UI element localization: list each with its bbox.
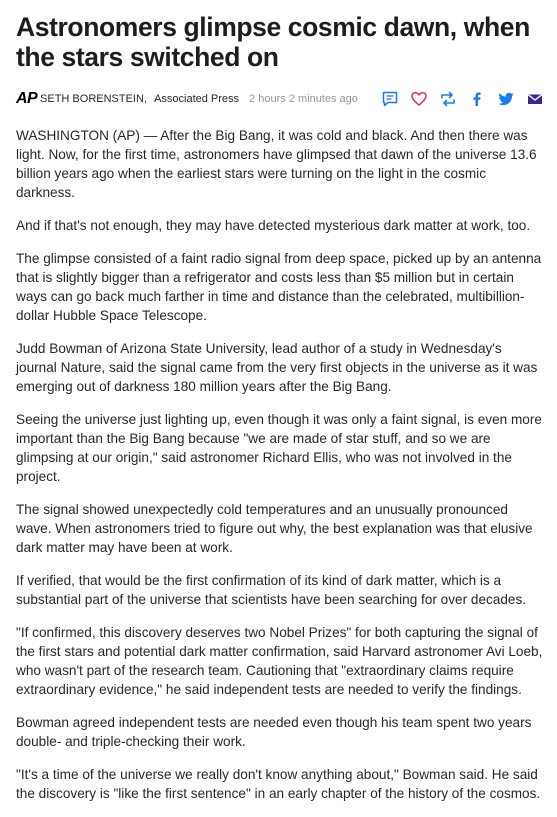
share-bar <box>372 88 546 110</box>
author-name[interactable]: SETH BORENSTEIN, <box>40 93 147 105</box>
provider-name[interactable]: Associated Press <box>154 93 240 105</box>
ap-logo[interactable]: AP <box>16 90 38 107</box>
article-headline: Astronomers glimpse cosmic dawn, when the stars switched on <box>16 12 530 72</box>
article-paragraph: "It's a time of the universe we really don't know anything about," Bowman said. He said the discovery is "like the first sentence" in an early chapter of the history of the cosmos. <box>16 767 541 801</box>
article-paragraph: "If confirmed, this discovery deserves two Nobel Prizes" for both capturing the signal of the first stars and potential dark matter confirmation, said Harvard astronomer Avi Loeb, who wasn't part of the research team. Cautioning that "extraordinary claims require extraordinary evidence," he said independent tests are needed to verify the findings. <box>16 625 543 697</box>
article-container <box>16 0 546 817</box>
retweet-icon[interactable] <box>437 88 459 110</box>
article-byline <box>16 86 546 112</box>
article-paragraph: And if that's not enough, they may have detected mysterious dark matter at work, too. <box>16 218 531 233</box>
article-paragraph: The glimpse consisted of a faint radio signal from deep space, picked up by an antenna that is slightly bigger than a refrigerator and costs less than $5 million but in certain ways can go back much farther in time and distance than the celebrated, multibillion-dollar Hubble Space Telescope. <box>16 251 542 323</box>
article-paragraph: Judd Bowman of Arizona State University, lead author of a study in Wednesday's journal Nature, said the signal came from the very first objects in the universe as it was emerging out of darkness 180 million years after the Big Bang. <box>16 341 538 394</box>
article-body <box>16 126 546 803</box>
publish-timestamp: 2 hours 2 minutes ago <box>249 93 358 105</box>
heart-icon[interactable] <box>408 88 430 110</box>
mail-icon[interactable] <box>524 88 546 110</box>
twitter-icon[interactable] <box>495 88 517 110</box>
article-paragraph: Bowman agreed independent tests are needed even though his team spent two years double- and triple-checking their work. <box>16 715 532 749</box>
article-paragraph: The signal showed unexpectedly cold temperatures and an unusually pronounced wave. When astronomers tried to figure out why, the best explanation was that elusive dark matter may have been at work. <box>16 502 533 555</box>
facebook-icon[interactable] <box>466 88 488 110</box>
article-paragraph: Seeing the universe just lighting up, even though it was only a faint signal, is even more important than the Big Bang because "we are made of star stuff, and so we are glimpsing at our origin," said astronomer Richard Ellis, who was not involved in the project. <box>16 412 542 484</box>
article-paragraph: WASHINGTON (AP) — After the Big Bang, it was cold and black. And then there was light. Now, for the first time, astronomers have glimpsed that dawn of the universe 13.6 billion years ago when the earliest stars were turning on the light in the cosmic darkness. <box>16 128 537 200</box>
comment-icon[interactable] <box>379 88 401 110</box>
article-paragraph: If verified, that would be the first confirmation of its kind of dark matter, which is a substantial part of the universe that scientists have been searching for over decades. <box>16 573 527 607</box>
author-separator <box>147 93 150 105</box>
